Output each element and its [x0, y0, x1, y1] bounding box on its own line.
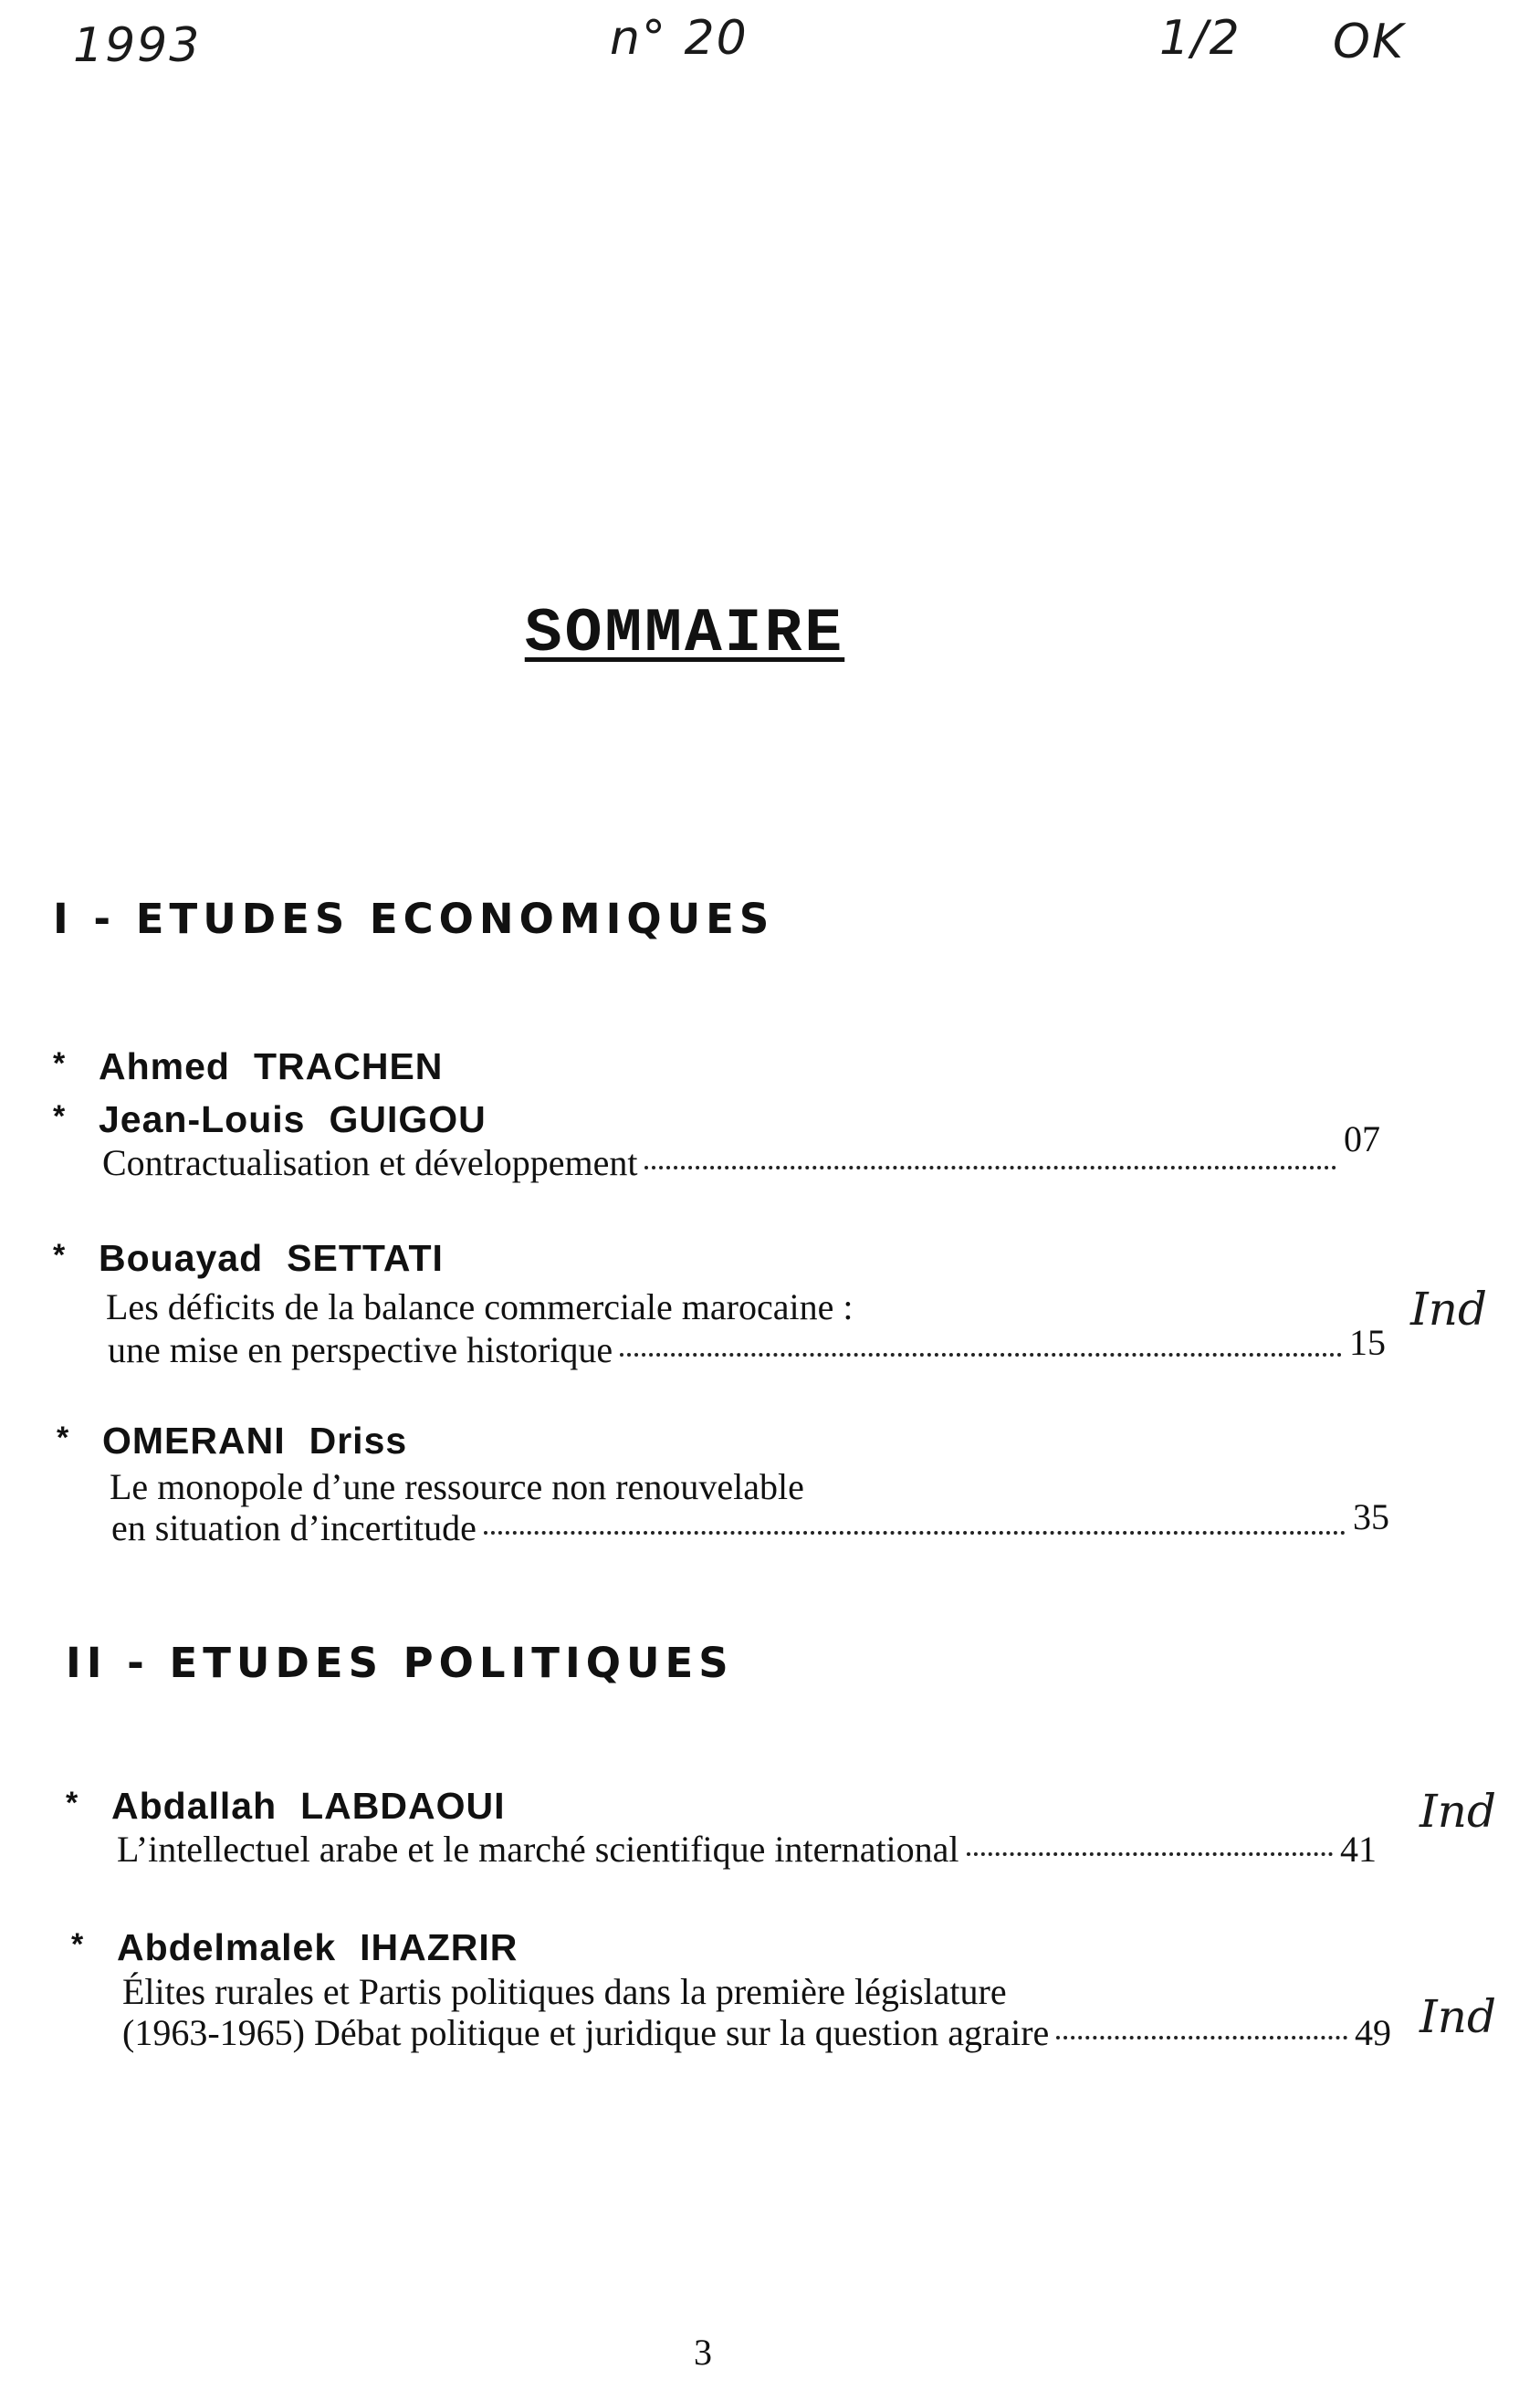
handwritten-fraction: 1/2: [1159, 11, 1241, 66]
article-title: Élites rurales et Partis politiques dans la première législature: [122, 1971, 1007, 2012]
author-last-name: TRACHEN: [253, 1045, 444, 1087]
author-first-name: Abdelmalek: [117, 1926, 337, 1968]
handwritten-margin-note: Ind: [1420, 1990, 1496, 2043]
bullet-star: *: [66, 1786, 79, 1820]
author-last-name: Driss: [309, 1420, 408, 1462]
author-first-name: Jean-Louis: [99, 1098, 306, 1140]
handwritten-margin-note: Ind: [1410, 1283, 1487, 1336]
author-line: [66, 1785, 506, 1828]
dot-leader: [484, 1531, 1346, 1535]
dot-leader: [967, 1852, 1333, 1856]
author-line: [53, 1237, 444, 1280]
article-title-line: [122, 2011, 1391, 2054]
author-last-name: IHAZRIR: [360, 1926, 519, 1968]
page-title: SOMMAIRE: [524, 598, 845, 669]
article-title: L’intellectuel arabe et le marché scientifique international: [117, 1829, 959, 1870]
page-number: 41: [1340, 1829, 1377, 1870]
page-folio: 3: [694, 2332, 712, 2373]
article-title-line: [108, 1322, 1386, 1371]
article-title: Contractualisation et développement: [102, 1142, 638, 1183]
page-number: 49: [1355, 2012, 1391, 2053]
author-first-name: Bouayad: [99, 1237, 264, 1279]
author-line: [71, 1926, 518, 1969]
author-line: [53, 1045, 443, 1088]
section-heading-politics: II - ETUDES POLITIQUES: [66, 1639, 734, 1687]
page-number: 15: [1349, 1322, 1386, 1363]
handwritten-issue-number: n° 20: [610, 11, 749, 66]
author-first-name: Abdallah: [111, 1785, 278, 1827]
bullet-star: *: [53, 1238, 67, 1273]
author-line: [53, 1098, 487, 1141]
dot-leader: [644, 1166, 1336, 1169]
bullet-star: *: [53, 1046, 67, 1081]
article-title-line: [117, 1828, 1377, 1871]
author-last-name: LABDAOUI: [300, 1785, 506, 1827]
dot-leader: [620, 1353, 1342, 1357]
author-first-name: OMERANI: [102, 1420, 286, 1462]
handwritten-ok: OK: [1333, 15, 1406, 69]
article-title: (1963-1965) Débat politique et juridique sur la question agraire: [122, 2012, 1050, 2053]
article-title-line: [111, 1496, 1389, 1549]
dot-leader: [1056, 2036, 1347, 2039]
page-number: 07: [1344, 1118, 1380, 1159]
handwritten-margin-note: Ind: [1420, 1785, 1496, 1838]
bullet-star: *: [53, 1099, 67, 1134]
article-title: une mise en perspective historique: [108, 1329, 613, 1370]
section-heading-economics: I - ETUDES ECONOMIQUES: [53, 895, 775, 943]
bullet-star: *: [57, 1421, 70, 1455]
bullet-star: *: [71, 1927, 85, 1962]
handwritten-year: 1993: [73, 18, 202, 73]
author-last-name: GUIGOU: [329, 1098, 487, 1140]
author-line: [57, 1420, 407, 1463]
article-title: Le monopole d’une ressource non renouvelable: [110, 1466, 804, 1507]
article-title: en situation d’incertitude: [111, 1507, 477, 1548]
article-title: Les déficits de la balance commerciale marocaine :: [106, 1286, 854, 1327]
page-number: 35: [1353, 1496, 1389, 1537]
author-last-name: SETTATI: [287, 1237, 444, 1279]
author-first-name: Ahmed: [99, 1045, 230, 1087]
